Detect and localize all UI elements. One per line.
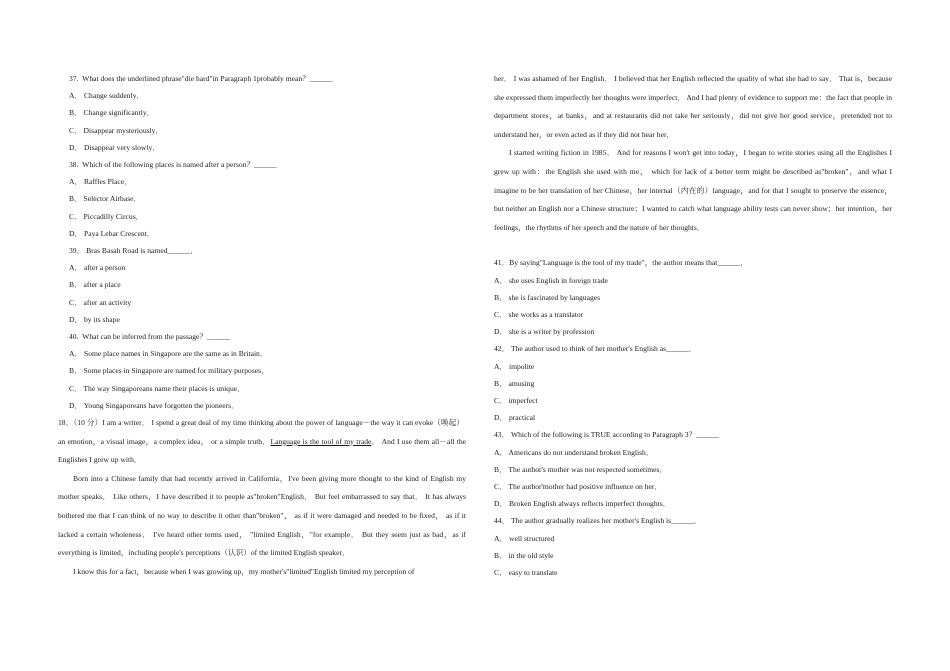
passage-intro	[58, 414, 466, 470]
question-38	[58, 156, 466, 242]
option-b: B． amusing	[494, 378, 535, 388]
option-a: A． well structured	[494, 533, 555, 543]
option-b: B． Change significantly．	[69, 108, 155, 118]
option-a: A． Americans do not understand broken English．	[494, 447, 654, 457]
option-d: D． Broken English always reflects imperfect thoughts．	[494, 499, 671, 509]
reading-passage	[58, 414, 466, 581]
option-a: A． after a person	[69, 263, 126, 273]
option-d: D． by its shape	[69, 314, 120, 324]
option-d: D． practical	[494, 413, 536, 423]
question-44	[494, 512, 892, 581]
option-c: C． imperfect	[494, 395, 538, 405]
passage-paragraph-3-start: I know this for a fact，because when I was growing up，my mother's"limited"English limited my perception of	[73, 566, 415, 576]
question-stem: 40. What can be inferred from the passage？______	[69, 332, 230, 342]
question-stem: 37. What does the underlined phrase"die hard"in Paragraph 1probably mean？______	[69, 74, 333, 83]
question-39	[58, 242, 466, 328]
question-stem: 41．By saying"Language is the tool of my trade"，the author means that______．	[494, 258, 748, 268]
passage-paragraph-4: I started writing fiction in 1985． And for reasons I won't get into today，I began to write stories using all the Englishes I grew up with：the English she used with me， which for lack of a better term might be described as"broken"，and what I imagine to be her translation of her Chinese，her internal（内在的）language，and for that I sought to preserve the essence，but neither an English nor a Chinese structure；I wanted to catch what language ability tests can never show；her intention，her feelings，the rhythms of her speech and the nature of her thoughts．	[494, 148, 892, 232]
option-a: A． Some place names in Singapore are the same as in Britain．	[69, 349, 268, 359]
option-a: A． she uses English in foreign trade	[494, 275, 608, 285]
passage-paragraph-3-end: her． I was ashamed of her English． I believed that her English reflected the quality of what she had to say． That is，because she expressed them imperfectly her thoughts were imperfect． And I had plenty of evidence to support me：the fact that people in department stores，at banks，and at restaurants did not take her seriously，did not give her good service，pretended not to understand her，or even acted as if they did not hear her．	[494, 74, 892, 139]
option-c: C． after an activity	[69, 297, 132, 307]
question-42	[494, 340, 892, 426]
option-a: A． Raffles Place．	[69, 177, 132, 187]
option-b: B． The author's mother was not respected sometimes．	[494, 464, 668, 474]
option-c: C． Disappear mysteriously．	[69, 125, 164, 135]
option-c: C． Piccadilly Circus．	[69, 211, 144, 221]
option-b: B． in the old style	[494, 550, 554, 560]
option-c: C． The way Singaporeans name their places is unique．	[69, 383, 245, 393]
question-37	[58, 70, 466, 156]
option-b: B． Selector Airbase．	[69, 194, 142, 204]
right-column	[494, 70, 892, 581]
option-d: D． Young Singaporeans have forgotten the pioneers．	[69, 400, 239, 410]
option-b: B． after a place	[69, 280, 121, 290]
question-stem: 39． Bras Basah Road is named______．	[69, 246, 198, 256]
question-stem: 38. Which of the following places is named after a person？______	[69, 160, 277, 170]
spacer	[494, 237, 892, 254]
option-b: B． Some places in Singapore are named for military purposes．	[69, 366, 269, 376]
option-c: C． The author'mother had positive influence on her．	[494, 481, 663, 491]
option-d: D． Paya Lebar Crescent．	[69, 228, 155, 238]
option-d: D． she is a writer by profession	[494, 327, 595, 337]
passage-paragraph-2: Born into a Chinese family that had recently arrived in California，I've been giving more thought to the kind of English my mother speaks． Like others，I have described it to people as"broken"English． But feel embarrassed to say that． It has always bothered me that I can think of no way to describe it other than"broken"， as if it were damaged and needed to be fixed， as if it lacked a certain wholeness． I've heard other terms used， "limited English，"for example． But they seem just as bad，as if everything is limited，including people's perceptions（认识）of the limited English speaker．	[58, 473, 466, 558]
intro-text-end: ． And I use them all－all the Englishes I grew up with．	[58, 436, 466, 465]
option-c: C． easy to translate	[494, 568, 558, 577]
option-a: A． impolite	[494, 361, 535, 371]
left-column	[58, 70, 466, 581]
question-43	[494, 426, 892, 512]
question-stem: 43． Which of the following is TRUE according to Paragraph 3？______	[494, 430, 719, 440]
question-40	[58, 328, 466, 414]
question-41	[494, 254, 892, 340]
option-a: A． Change suddenly．	[69, 91, 145, 101]
question-stem: 42． The author used to think of her mother's English as______．	[494, 344, 697, 354]
intro-text: 18．（10 分）I am a writer． I spend a great deal of my time thinking about the power of language－the way it can evoke（唤起） an emotion，a visual image，a complex idea， or a simple truth．	[58, 418, 466, 446]
option-b: B． she is fascinated by languages	[494, 292, 601, 302]
underlined-phrase: Language is the tool of my trade	[270, 436, 372, 446]
option-c: C． she works as a translator	[494, 309, 584, 319]
option-d: D． Disappear very slowly．	[69, 142, 160, 152]
question-stem: 44． The author gradually realizes her mother's English is______．	[494, 516, 702, 526]
